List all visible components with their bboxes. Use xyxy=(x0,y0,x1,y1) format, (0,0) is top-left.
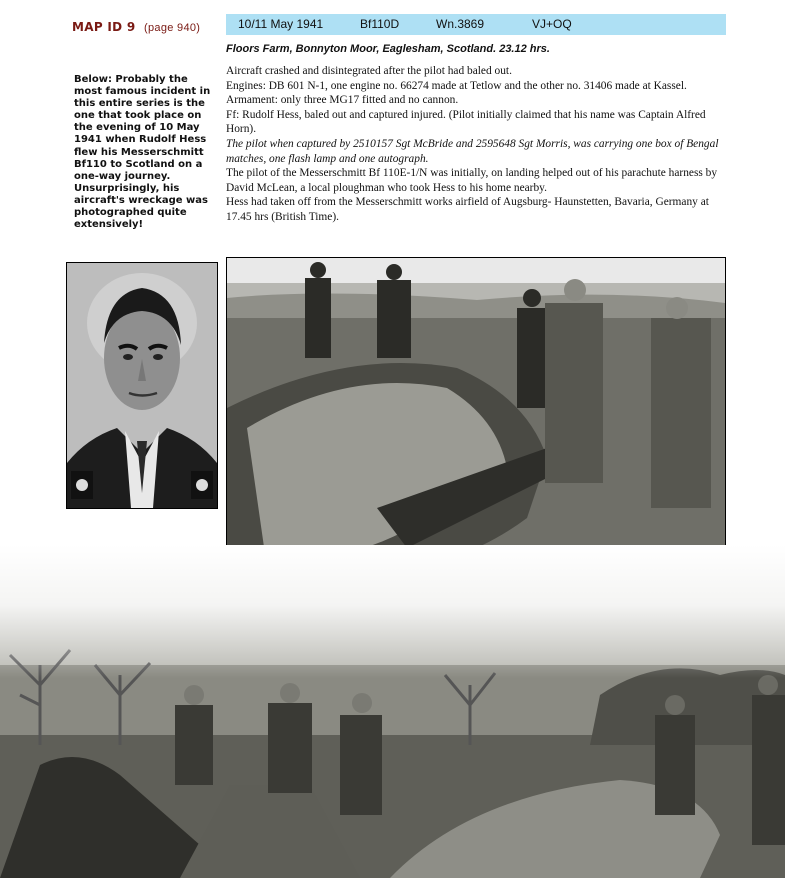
photo-caption: Below: Probably the most famous incident in this entire series is the one that took place on the evening of 10 May 1941 when Rudolf Hess flew his Messerschmitt Bf110 to Scotland on a one-way journey. Unsurprisingly, his aircraft's wreckage was photographed quite extensively! xyxy=(74,74,211,231)
body-paragraph-landing: The pilot of the Messerschmitt Bf 110E-1/N was initially, on landing helped out of his parachute harness by David McLean, a local ploughman who took Hess to his home nearby. xyxy=(226,167,718,194)
body-paragraph-capture: The pilot when captured by 2510157 Sgt McBride and 2595648 Sgt Morris, was carrying one box of Bengal matches, one flash lamp and one autograph. xyxy=(226,137,719,165)
portrait-photo xyxy=(66,262,218,509)
wreckage-photo-field xyxy=(0,545,785,878)
body-paragraph-crew: Ff: Rudolf Hess, baled out and captured injured. (Pilot initially claimed that his name was Captain Alfred Horn). xyxy=(226,108,706,136)
record-header-bar xyxy=(226,14,726,35)
header-date: 10/11 May 1941 xyxy=(238,17,324,31)
wreckage-photo-soldiers xyxy=(226,257,726,587)
map-id-label: MAP ID 9 xyxy=(72,20,136,34)
header-code: VJ+OQ xyxy=(532,17,572,31)
body-paragraph-crash: Aircraft crashed and disintegrated after the pilot had baled out. xyxy=(226,65,512,77)
body-paragraph-takeoff: Hess had taken off from the Messerschmitt works airfield of Augsburg- Haunstetten, Bavaria, Germany at 17.45 hrs (British Time). xyxy=(226,196,709,223)
wreckage-illustration-1 xyxy=(227,258,725,586)
header-werknummer: Wn.3869 xyxy=(436,17,485,31)
crash-location: Floors Farm, Bonnyton Moor, Eaglesham, Scotland. 23.12 hrs. xyxy=(226,43,550,55)
wreckage-illustration-2 xyxy=(0,545,785,878)
header-aircraft-type: Bf110D xyxy=(360,17,400,31)
portrait-illustration xyxy=(67,263,217,508)
page-reference: (page 940) xyxy=(144,22,201,34)
body-paragraph-engines: Engines: DB 601 N-1, one engine no. 66274 made at Tetlow and the other no. 31406 made at Kassel. xyxy=(226,79,687,92)
map-id xyxy=(72,20,200,34)
body-paragraph-armament: Armament: only three MG17 fitted and no cannon. xyxy=(226,94,459,107)
record-body xyxy=(226,64,728,225)
